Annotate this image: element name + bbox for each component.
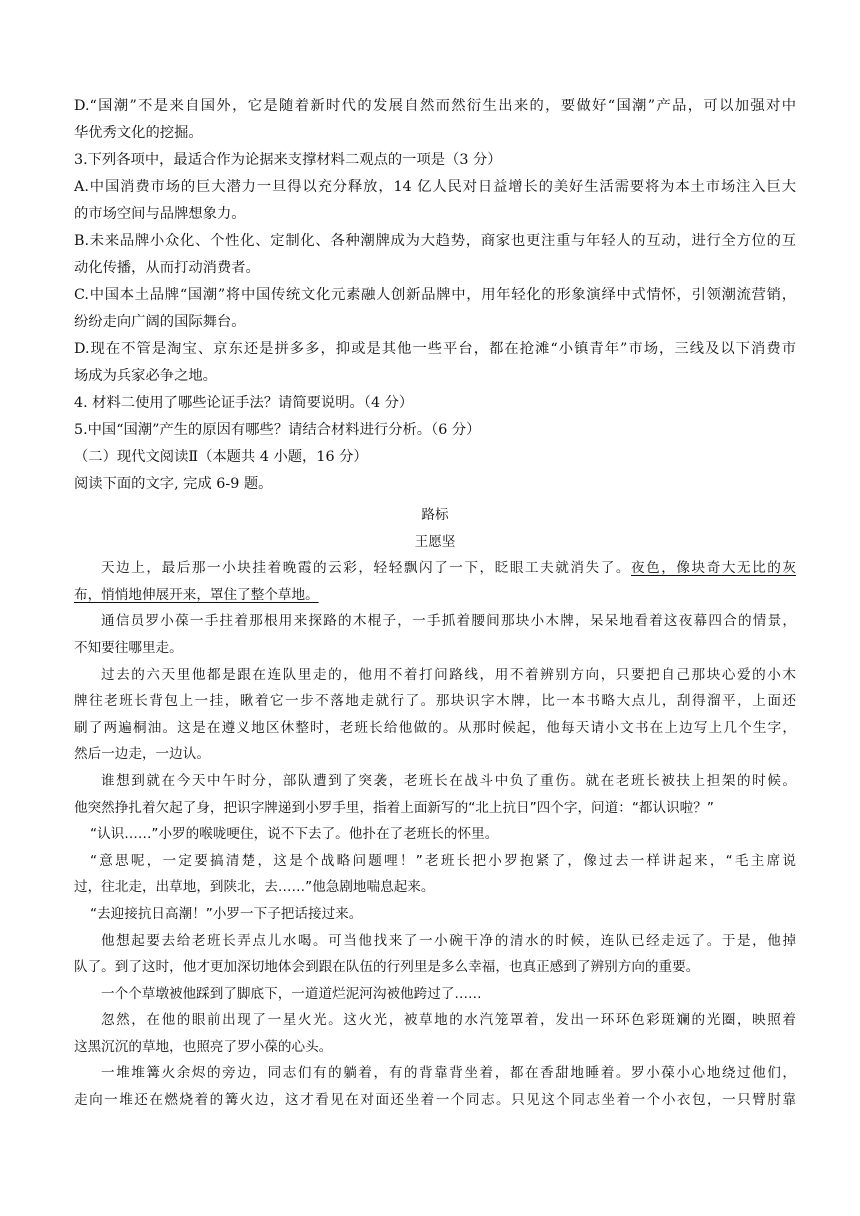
underlined-text: 布，悄悄地伸展开来，罩住了整个草地。 [74,586,319,603]
story-paragraph-line: “认识……”小罗的喉咙哽住，说不下去了。他扑在了老班长的怀里。 [90,826,499,843]
story-paragraph-line: 刷了两遍桐油。这是在遵义地区休整时，老班长给他做的。从那时候起，他每天请小文书在上边写上几个生字， [74,719,796,736]
reading-instruction: 阅读下面的文字, 完成 6-9 题。 [74,476,273,492]
story-paragraph-line: 走向一堆还在燃烧着的篝火边，这才看见在对面还坐着一个同志。只见这个同志坐着一个小衣包，一只臂肘靠 [74,1092,796,1109]
story-paragraph-line: 他突然挣扎着欠起了身，把识字牌递到小罗手里，指着上面新写的“北上抗日”四个字，问道：“都认识啦？” [74,799,714,816]
story-paragraph-line: 他想起要去给老班长弄点儿水喝。可当他找来了一小碗干净的清水的时候，连队已经走远了。于是，他掉 [101,932,796,949]
story-paragraph-line: 队了。到了这时，他才更加深切地体会到跟在队伍的行列里是多么幸福，也真正感到了辨别方向的重要。 [74,959,700,976]
part2-heading: （二）现代文阅读Ⅱ（本题共 4 小题，16 分） [74,449,368,465]
story-paragraph-line: 通信员罗小葆一手拄着那根用来探路的木棍子，一手抓着腰间那块小木牌，呆呆地看着这夜幕四合的情景， [101,613,796,630]
q3-option-b-line: 动化传播，从而打动消费者。 [74,260,260,276]
story-author: 王愿坚 [414,533,456,550]
q3-option-b-line: B.未来品牌小众化、个性化、定制化、各种潮牌成为大趋势，商家也更注重与年轻人的互动，进行全方位的互 [74,233,796,249]
story-paragraph-line: 忽然，在他的眼前出现了一星火光。这火光，被草地的水汽笼罩着，发出一环环色彩斑斓的光圈，映照着 [101,1012,796,1029]
option-d-line: 华优秀文化的挖掘。 [74,125,203,141]
questions-section [74,93,796,498]
underlined-text: 夜色，像块奇大无比的灰 [630,560,797,577]
story-paragraph-line: 不知要往哪里走。 [74,639,183,656]
story-paragraph-line: 过去的六天里他都是跟在连队里走的，他用不着打问路线，用不着辨别方向，只要把自己那块心爱的小木 [101,666,796,683]
story-paragraph-line: 然后一边走，一边认。 [74,746,210,763]
plain-text: 天边上，最后那一小块挂着晚霞的云彩，轻轻飘闪了一下，眨眼工夫就消失了。 [101,560,631,577]
question-5: 5.中国“国潮”产生的原因有哪些？请结合材料进行分析。（6 分） [74,422,481,438]
option-d-line: D.“国潮”不是来自国外，它是随着新时代的发展自然而然衍生出来的，要做好“国潮”产品，可以加强对中 [74,98,796,114]
q3-option-d-line: D.现在不管是淘宝、京东还是拼多多，抑或是其他一些平台，都在抢滩“小镇青年”市场，三线及以下消费市 [74,341,796,357]
story-paragraph-line: 这黑沉沉的草地，也照亮了罗小葆的心头。 [74,1038,333,1055]
story-paragraph-line [74,555,796,582]
question-4: 4. 材料二使用了哪些论证手法？请简要说明。（4 分） [74,395,414,411]
story-paragraph-line: “去迎接抗日高潮！”小罗一下子把话接过来。 [90,905,363,922]
q3-option-c-line: 纷纷走向广阔的国际舞台。 [74,314,246,330]
story-paragraph-line: 过，往北走，出草地，到陕北，去……”他急剧地喘息起来。 [74,879,435,896]
story-paragraph-line: 一堆堆篝火余烬的旁边，同志们有的躺着，有的背靠背坐着，都在香甜地睡着。罗小葆小心地绕过他们， [101,1065,796,1082]
story-paragraph-line: “意思呢，一定要搞清楚，这是个战略问题哩！”老班长把小罗抱紧了，像过去一样讲起来，“毛主席说 [90,852,796,869]
q3-option-a-line: 的市场空间与品牌想象力。 [74,206,246,222]
story-section [74,502,796,1114]
question-3: 3.下列各项中，最适合作为论据来支撑材料二观点的一项是（3 分） [74,152,502,168]
story-paragraph-line [74,582,796,609]
q3-option-a-line: A.中国消费市场的巨大潜力一旦得以充分释放，14 亿人民对日益增长的美好生活需要将为本土市场注入巨大 [74,179,796,195]
story-title: 路标 [421,507,449,523]
q3-option-c-line: C.中国本土品牌“国潮”将中国传统文化元素融人创新品牌中，用年轻化的形象演绎中式情怀，引领潮流营销， [74,287,796,303]
story-paragraph-line: 一个个草墩被他踩到了脚底下，一道道烂泥河沟被他跨过了…… [101,985,482,1002]
q3-option-d-line: 场成为兵家必争之地。 [74,368,217,384]
story-paragraph-line: 谁想到就在今天中午时分，部队遭到了突袭，老班长在战斗中负了重伤。就在老班长被扶上担架的时候。 [101,772,796,789]
story-paragraph-line: 牌往老班长背包上一挂，瞅着它一步不落地走就行了。那块识字木牌，比一本书略大点儿，刮得溜平，上面还 [74,693,796,710]
